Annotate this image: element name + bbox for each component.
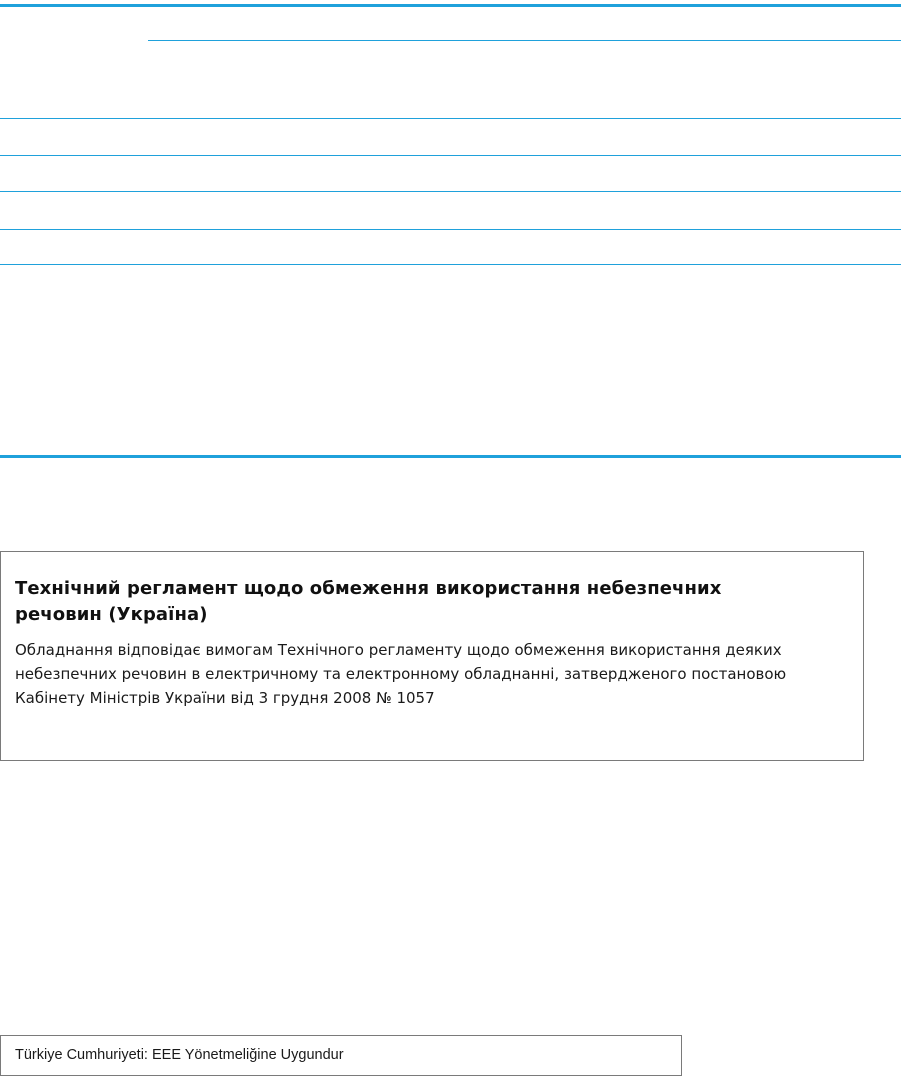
turkey-eee-statement-box <box>0 1035 682 1076</box>
ukraine-rohs-title: Технічний регламент щодо обмеження використання небезпечних речовин (Україна) <box>15 578 722 625</box>
table-top-rule <box>0 4 901 7</box>
table-row-divider <box>0 118 901 119</box>
table-row-divider <box>0 264 901 265</box>
ukraine-rohs-statement-box <box>0 551 864 761</box>
turkey-eee-text: Türkiye Cumhuriyeti: EEE Yönetmeliğine Uygundur <box>15 1047 344 1063</box>
ukraine-rohs-body: Обладнання відповідає вимогам Технічного регламенту щодо обмеження використання деяких небезпечних речовин в електричному та електронному обладнанні, затвердженого постановою Кабінету Міністрів України від 3 грудня 2008 № 1057 <box>15 641 787 707</box>
table-row-divider <box>0 229 901 230</box>
table-bottom-rule <box>0 455 901 458</box>
table-header-subrule <box>148 40 901 41</box>
table-row-divider <box>0 155 901 156</box>
table-row-divider <box>0 191 901 192</box>
